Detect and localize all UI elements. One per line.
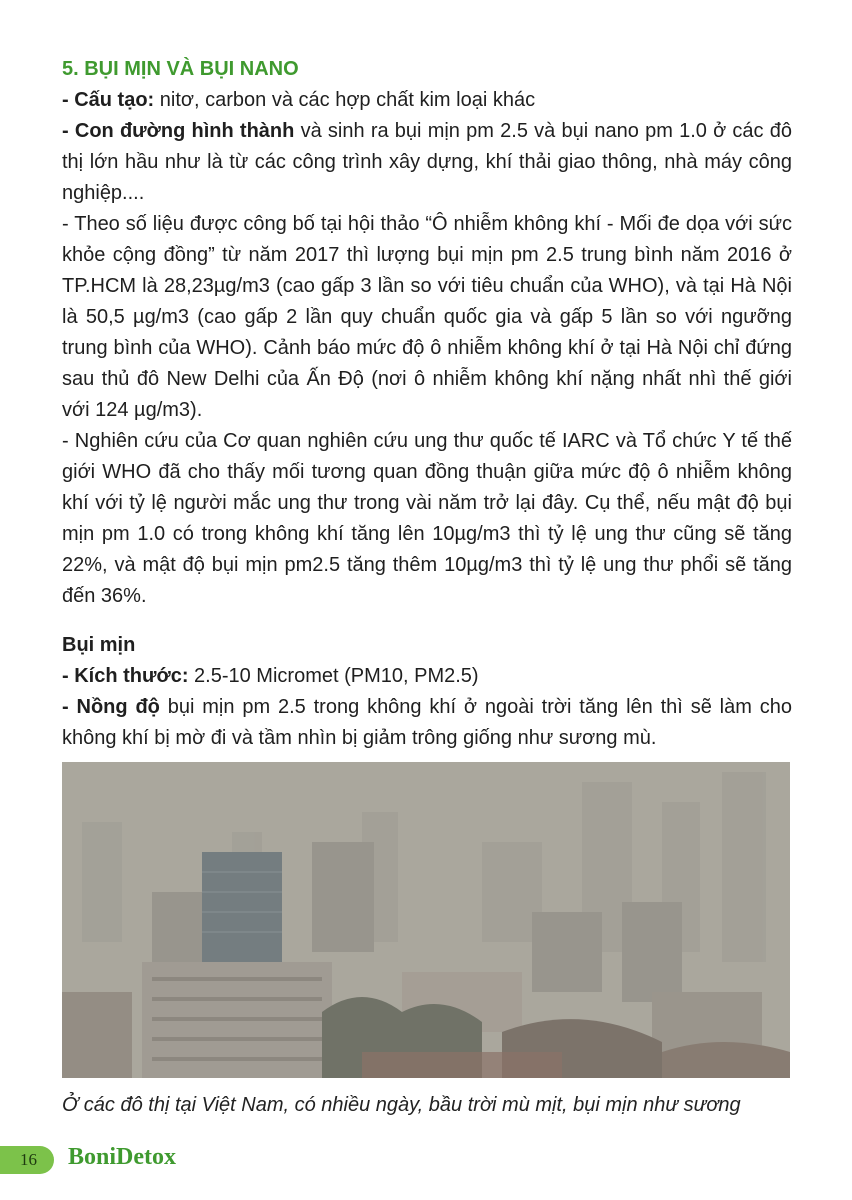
formation-label: - Con đường hình thành [62, 120, 295, 142]
size-text: 2.5-10 Micromet (PM10, PM2.5) [188, 665, 479, 687]
brand-logo: BoniDetox [68, 1144, 176, 1170]
fine-dust-title: Bụi mịn [62, 634, 136, 656]
smog-city-illustration [62, 762, 790, 1078]
article-body [62, 54, 792, 754]
formation-text: và sinh ra bụi mịn pm 2.5 và bụi nano pm 1.0 ở các đô thị lớn hầu như là từ các công trình xây dựng, khí thải giao thông, nhà máy công nghiệp.... [62, 120, 792, 204]
structure-text: nitơ, carbon và các hợp chất kim loại khác [154, 89, 536, 111]
size-paragraph [62, 661, 792, 692]
page-footer [0, 1146, 300, 1174]
statistics-paragraph: - Theo số liệu được công bố tại hội thảo “Ô nhiễm không khí - Mối đe dọa với sức khỏe cộng đồng” từ năm 2017 thì lượng bụi mịn pm 2.5 trung bình năm 2016 ở TP.HCM là 28,23µg/m3 (cao gấp 3 lần so với tiêu chuẩn của WHO), và tại Hà Nội là 50,5 µg/m3 (cao gấp 2 lần quy chuẩn quốc gia và gấp 5 lần so với ngưỡng trung bình của WHO). Cảnh báo mức độ ô nhiễm không khí ở tại Hà Nội chỉ đứng sau thủ đô New Delhi của Ấn Độ (nơi ô nhiễm không khí nặng nhất nhì thế giới với 124 µg/m3). [62, 213, 792, 421]
photo-caption: Ở các đô thị tại Việt Nam, có nhiều ngày, bầu trời mù mịt, bụi mịn như sương [62, 1094, 741, 1116]
concentration-label: - Nồng độ [62, 696, 160, 718]
concentration-paragraph [62, 692, 792, 754]
concentration-text: bụi mịn pm 2.5 trong không khí ở ngoài trời tăng lên thì sẽ làm cho không khí bị mờ đi và tầm nhìn bị giảm trông giống như sương mù. [62, 696, 792, 749]
page-number: 16 [20, 1150, 37, 1169]
size-label: - Kích thước: [62, 665, 189, 687]
research-paragraph: - Nghiên cứu của Cơ quan nghiên cứu ung thư quốc tế IARC và Tổ chức Y tế thế giới WHO đã cho thấy mối tương quan đồng thuận giữa mức độ ô nhiễm không khí với tỷ lệ người mắc ung thư trong vài năm trở lại đây. Cụ thể, nếu mật độ bụi mịn pm 1.0 có trong không khí tăng lên 10µg/m3 thì tỷ lệ ung thư cũng sẽ tăng 22%, và mật độ bụi mịn pm2.5 tăng thêm 10µg/m3 thì tỷ lệ ung thư phổi sẽ tăng đến 36%. [62, 430, 792, 607]
formation-paragraph [62, 116, 792, 209]
structure-label: - Cấu tạo: [62, 89, 155, 111]
structure-paragraph [62, 85, 792, 116]
smog-city-photo [62, 762, 790, 1078]
section-heading: 5. BỤI MỊN VÀ BỤI NANO [62, 58, 299, 80]
